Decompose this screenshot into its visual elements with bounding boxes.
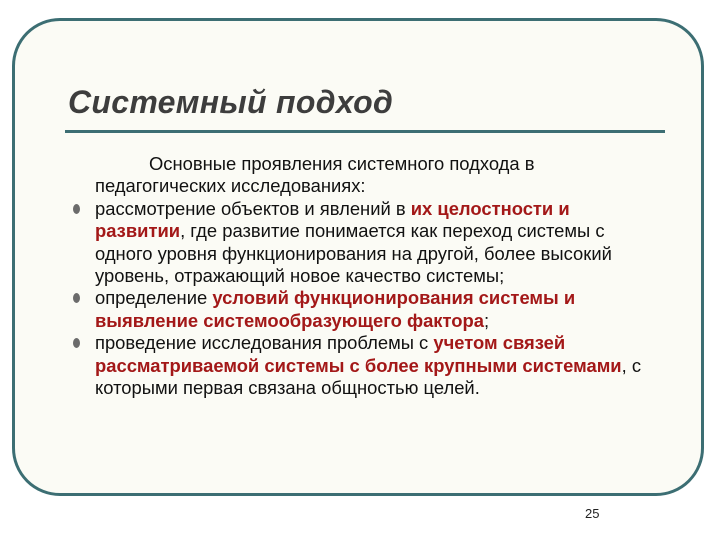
slide-title: Системный подход: [68, 84, 394, 120]
bullet-3-text-b: , с которыми первая связана общностью целей.: [95, 354, 642, 399]
bullet-item-3: [73, 332, 663, 399]
bullet-2-text-a: определение: [95, 287, 213, 309]
bullet-3-emphasis: учетом связей рассматриваемой системы с более крупными системами: [95, 332, 622, 376]
page-number: 25: [585, 506, 600, 521]
intro-text: Основные проявления системного подхода в педагогических исследованиях:: [95, 153, 535, 197]
bullet-3-text-a: проведение исследования проблемы с: [95, 332, 434, 354]
bullet-dot-icon: [73, 293, 80, 303]
title-divider: [65, 130, 665, 133]
bullet-dot-icon: [73, 338, 80, 348]
bullet-2-emphasis: условий функционирования системы и выявление системообразующего фактора: [95, 287, 576, 331]
bullet-dot-icon: [73, 204, 80, 214]
slide-body: [73, 153, 663, 399]
intro-paragraph: [73, 153, 663, 198]
bullet-1-emphasis: их целостности и развитии: [95, 197, 570, 242]
bullet-item-2: [73, 287, 663, 332]
bullet-1-text-a: рассмотрение объектов и явлений в: [95, 197, 411, 219]
bullet-2-text-b: ;: [483, 309, 490, 331]
bullet-item-1: [73, 198, 663, 288]
bullet-1-text-b: , где развитие понимается как переход системы с одного уровня функционирования на другой, более высокий уровень, отражающий новое качество системы;: [95, 220, 612, 287]
